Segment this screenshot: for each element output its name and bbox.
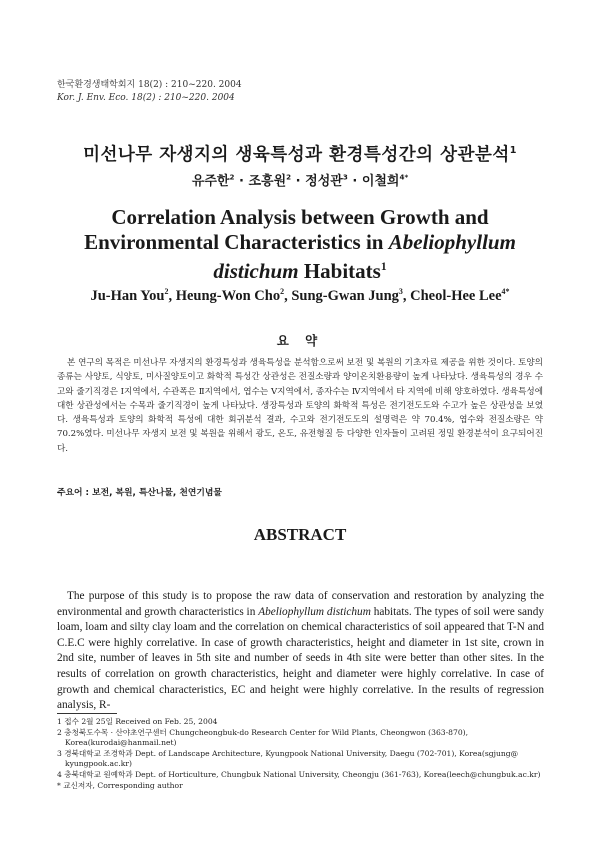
english-abstract: [57, 589, 544, 714]
author-ko-3-sup: 3: [342, 172, 348, 182]
journal-citation: [57, 79, 242, 105]
footnote-1: 1 접수 2월 25일 Received on Feb. 25, 2004: [57, 717, 218, 726]
author-en-1-sup: 2: [164, 287, 169, 296]
english-abstract-species: Abeliophyllum distichum: [258, 605, 371, 618]
author-en-1: Ju-Han You: [90, 287, 165, 304]
author-ko-4: 이철희: [361, 174, 400, 189]
author-en-3: Sung-Gwan Jung: [291, 287, 399, 304]
footnote-corresponding: * 교신저자, Corresponding author: [57, 780, 183, 790]
korean-abstract-heading: 요 약: [276, 333, 324, 348]
english-title-footnote-mark: 1: [380, 261, 387, 273]
korean-authors: [0, 170, 600, 189]
footnote-4: 4 충북대학교 원예학과 Dept. of Horticulture, Chungbuk National University, Cheongju (361-763), Korea(leech@chungbuk.ac.kr): [57, 769, 541, 779]
korean-title: [0, 141, 600, 166]
english-title-line2-text: Environmental Characteristics in: [84, 230, 389, 254]
english-title-line1: Correlation Analysis between Growth and: [111, 205, 489, 229]
english-title-line3: [0, 255, 600, 284]
footnote-3: 3 경북대학교 조경학과 Dept. of Landscape Architecture, Kyungpook National University, Daegu (702-701), Korea(sgjung@ kyungpook.ac.kr): [57, 748, 519, 769]
journal-citation-en: Kor. J. Env. Eco. 18(2) : 210~220. 2004: [57, 93, 235, 103]
english-authors: Ju-Han You$^2$, Heung-Won Cho$^2$, Sung-Gwan Jung$^3$, Cheol-Hee Lee$^{4*}$: [90, 287, 510, 304]
korean-keywords: 주요어 : 보전, 복원, 특산나물, 천연기념물: [57, 488, 222, 498]
english-title-species-epithet: distichum: [213, 259, 299, 283]
english-abstract-part1: The purpose of this study is to propose the raw data of conservation and restoration by analyzing the environmental and growth characteristics in: [57, 590, 544, 618]
author-en-2-sup: 2: [280, 287, 285, 296]
author-ko-3: 정성관: [305, 174, 343, 189]
journal-citation-ko: 한국환경생태학회지 18(2) : 210~220. 2004: [57, 80, 242, 90]
english-title-line3-text: Habitats: [298, 259, 381, 283]
english-abstract-part2: habitats. The types of soil were sandy loam, loam and silty clay loam and the correlation on chemical characteristics of soil appeared that T-N and C.E.C were highly correlative. In case of growth characteristics, height and diameter in 1st site, crown in 2nd site, number of leaves in 5th site and number of seeds in 4th site were better than other sites. In the results of correlation on growth characteristics, height and diameter were highly correlative. In case of growth and chemical characteristics, EC and height were highly correlative. In the results of regression analysis, R-: [57, 605, 545, 712]
footnote-2: 2 충청북도수목 · 산야초연구센터 Chungcheongbuk-do Research Center for Wild Plants, Cheongwon (363-870), Korea(kurodai@hanmail.net): [57, 727, 469, 748]
author-en-4-sup: 4*: [501, 287, 510, 296]
abstract-heading: ABSTRACT: [253, 525, 347, 544]
footnote-divider: [57, 713, 117, 714]
author-ko-4-sup: 4*: [399, 172, 409, 182]
author-en-4: Cheol-Hee Lee: [410, 287, 502, 304]
author-en-2: Heung-Won Cho: [175, 287, 281, 304]
footnotes: [57, 717, 547, 791]
english-title-line2: [0, 230, 600, 255]
author-en-3-sup: 3: [398, 287, 403, 296]
korean-title-footnote-mark: 1: [509, 145, 517, 157]
author-ko-2: 조흥원: [248, 174, 287, 189]
author-ko-2-sup: 2: [286, 172, 292, 182]
english-title: [0, 205, 600, 284]
author-ko-1-sup: 2: [229, 172, 235, 182]
english-title-species-genus: Abeliophyllum: [388, 230, 516, 254]
author-separator: ·: [352, 174, 358, 189]
korean-title-text: 미선나무 자생지의 생육특성과 환경특성간의 상관분석: [83, 145, 510, 165]
korean-abstract: 본 연구의 목적은 미선나무 자생지의 환경특성과 생육특성을 분석함으로써 보전 및 복원의 기초자료 제공을 위한 것이다. 토양의 종류는 사양토, 식양토, 미사질양토이고 화학적 특성간 상관성은 전질소량과 양이온치환용량이 높게 나타났다. 생육특성의 경우 수고와 줄기직경은 Ⅰ지역에서, 수관폭은 Ⅱ지역에서, 엽수는 Ⅴ지역에서, 종자수는 Ⅳ지역에서 타 지역에 비해 양호하였다. 생육특성에 대한 상관성에서는 수목과 줄기직경이 높게 나타났다. 생장특성과 토양의 화학적 특성은 전기전도도와 수고가 높은 상관성을 보였다. 생육특성과 토양의 화학적 특성에 대한 회귀분석 결과, 수고와 전기전도도의 설명력은 약 70.4%, 엽수와 전질소량은 약 70.2%였다. 미선나무 자생지 보전 및 복원을 위해서 광도, 온도, 유전형질 등 다양한 인자들이 고려된 정밀 환경분석이 요구되어진다.: [57, 358, 543, 454]
author-ko-1: 유주한: [191, 174, 230, 189]
author-separator: ·: [295, 174, 301, 189]
author-separator: ·: [238, 174, 244, 189]
